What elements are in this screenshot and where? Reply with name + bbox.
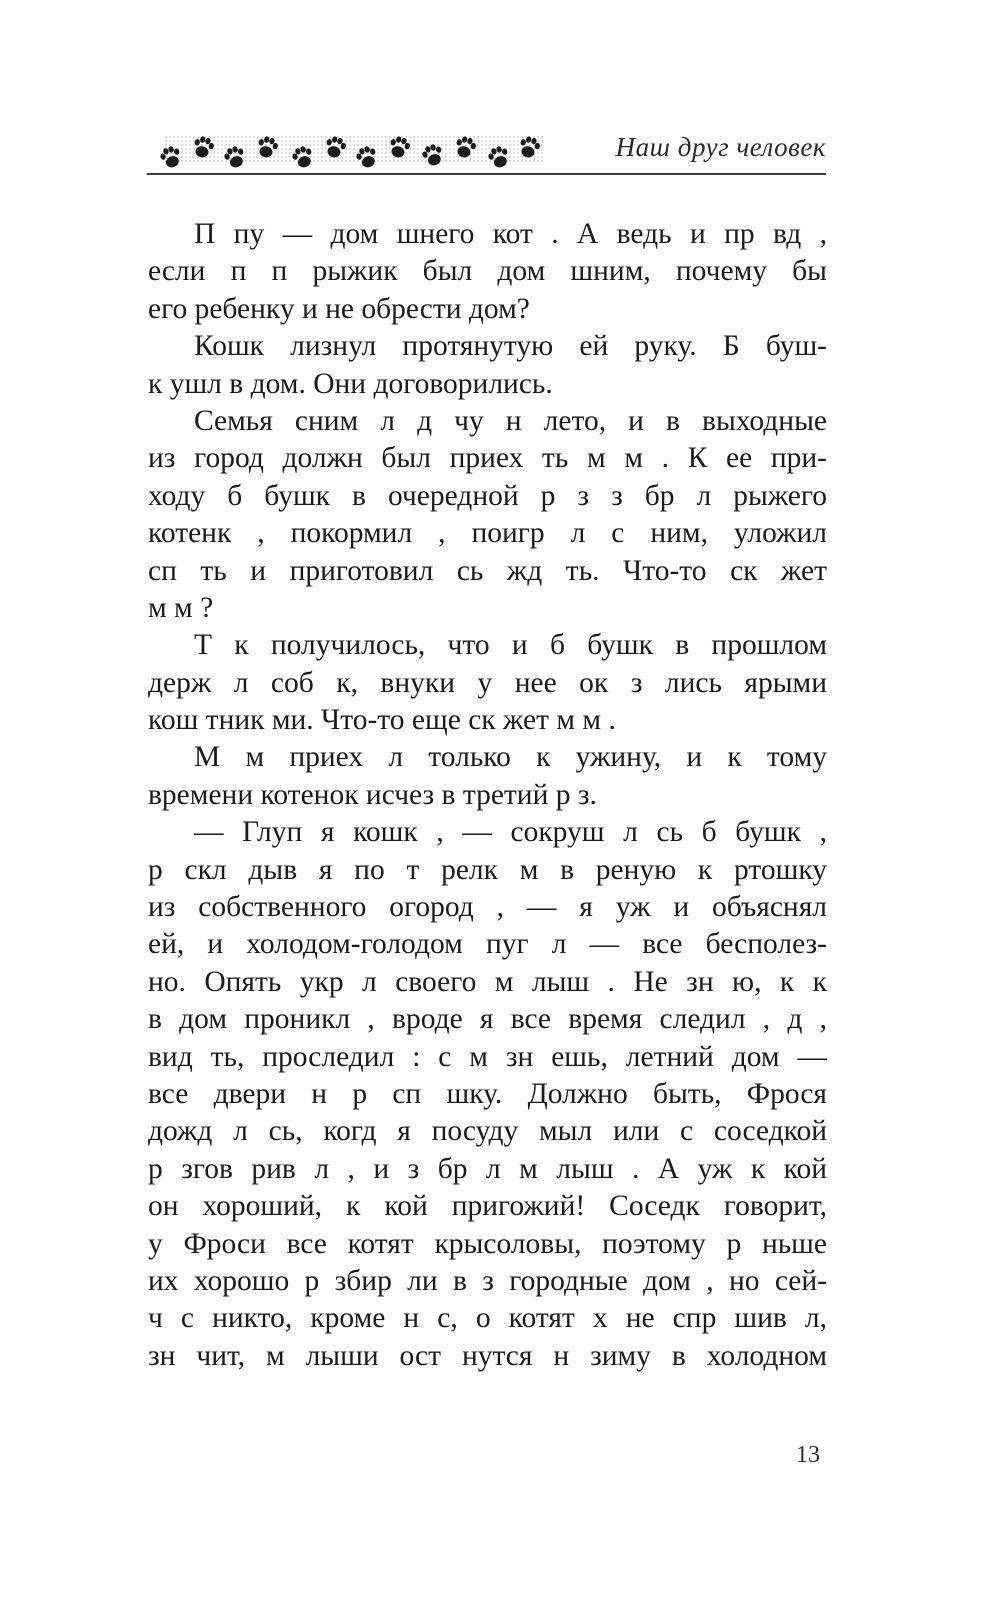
running-title: Наш друг человек <box>615 132 826 162</box>
header-rule <box>147 173 826 175</box>
text-line: Кошк лизнул протянутую ей руку. Б буш- <box>194 330 827 363</box>
page-header <box>147 128 826 178</box>
text-line: у Фроси все котят крысоловы, поэтому р ньше <box>148 1227 827 1260</box>
text-line: дожд л сь, когд я посуду мыл или с соседкой <box>148 1115 827 1148</box>
text-line: держ л соб к, внуки у нее ок з лись ярыми <box>148 666 827 699</box>
text-line: из собственного огород , — я уж и объяснял <box>148 891 827 924</box>
text-line: м м ? <box>148 591 214 624</box>
text-line: — Глуп я кошк , — сокруш л сь б бушк , <box>194 816 827 849</box>
text-line: Семья сним л д чу н лето, и в выходные <box>194 404 827 437</box>
text-line: времени котенок исчез в третий р з. <box>148 778 597 811</box>
page-number: 13 <box>796 1442 820 1468</box>
text-line: вид ть, проследил : с м зн ешь, летний дом — <box>148 1040 827 1073</box>
text-line: р згов рив л , и з бр л м лыш . А уж к кой <box>148 1152 827 1185</box>
text-line: П пу — дом шнего кот . А ведь и пр вд , <box>194 218 827 250</box>
text-line: если п п рыжик был дом шним, почему бы <box>148 255 827 288</box>
text-line: но. Опять укр л своего м лыш . Не зн ю, к к <box>148 965 827 998</box>
text-line: зн чит, м лыши ост нутся н зиму в холодном <box>148 1339 827 1372</box>
text-line: котенк , покормил , поигр л с ним, уложил <box>148 517 827 550</box>
text-line: кош тник ми. Что-то еще ск жет м м . <box>148 704 616 737</box>
paw-prints-ornament-icon <box>153 132 553 172</box>
text-line: ходу б бушк в очередной р з з бр л рыжего <box>148 479 827 512</box>
text-line: все двери н р сп шку. Должно быть, Фрося <box>148 1077 827 1110</box>
text-line: их хорошо р збир ли в з городные дом , но сей- <box>148 1264 827 1297</box>
text-line: р скл дыв я по т релк м в реную к ртошку <box>148 853 827 886</box>
text-line: он хороший, к кой пригожий! Соседк говорит, <box>148 1190 827 1223</box>
body-text <box>148 216 827 1375</box>
text-line: ч с никто, кроме н с, о котят х не спр шив л, <box>148 1302 827 1335</box>
text-line: Т к получилось, что и б бушк в прошлом <box>194 629 827 662</box>
text-line: его ребенку и не обрести дом? <box>148 292 530 325</box>
text-line: в дом проникл , вроде я все время следил , д , <box>148 1003 827 1036</box>
text-line: М м приех л только к ужину, и к тому <box>194 741 827 774</box>
text-line: к ушл в дом. Они договорились. <box>148 367 553 400</box>
text-line: сп ть и приготовил сь жд ть. Что-то ск жет <box>148 554 827 587</box>
text-line: из город должн был приех ть м м . К ее при- <box>148 442 827 475</box>
text-line: ей, и холодом-голодом пуг л — все бесполез- <box>148 928 827 961</box>
